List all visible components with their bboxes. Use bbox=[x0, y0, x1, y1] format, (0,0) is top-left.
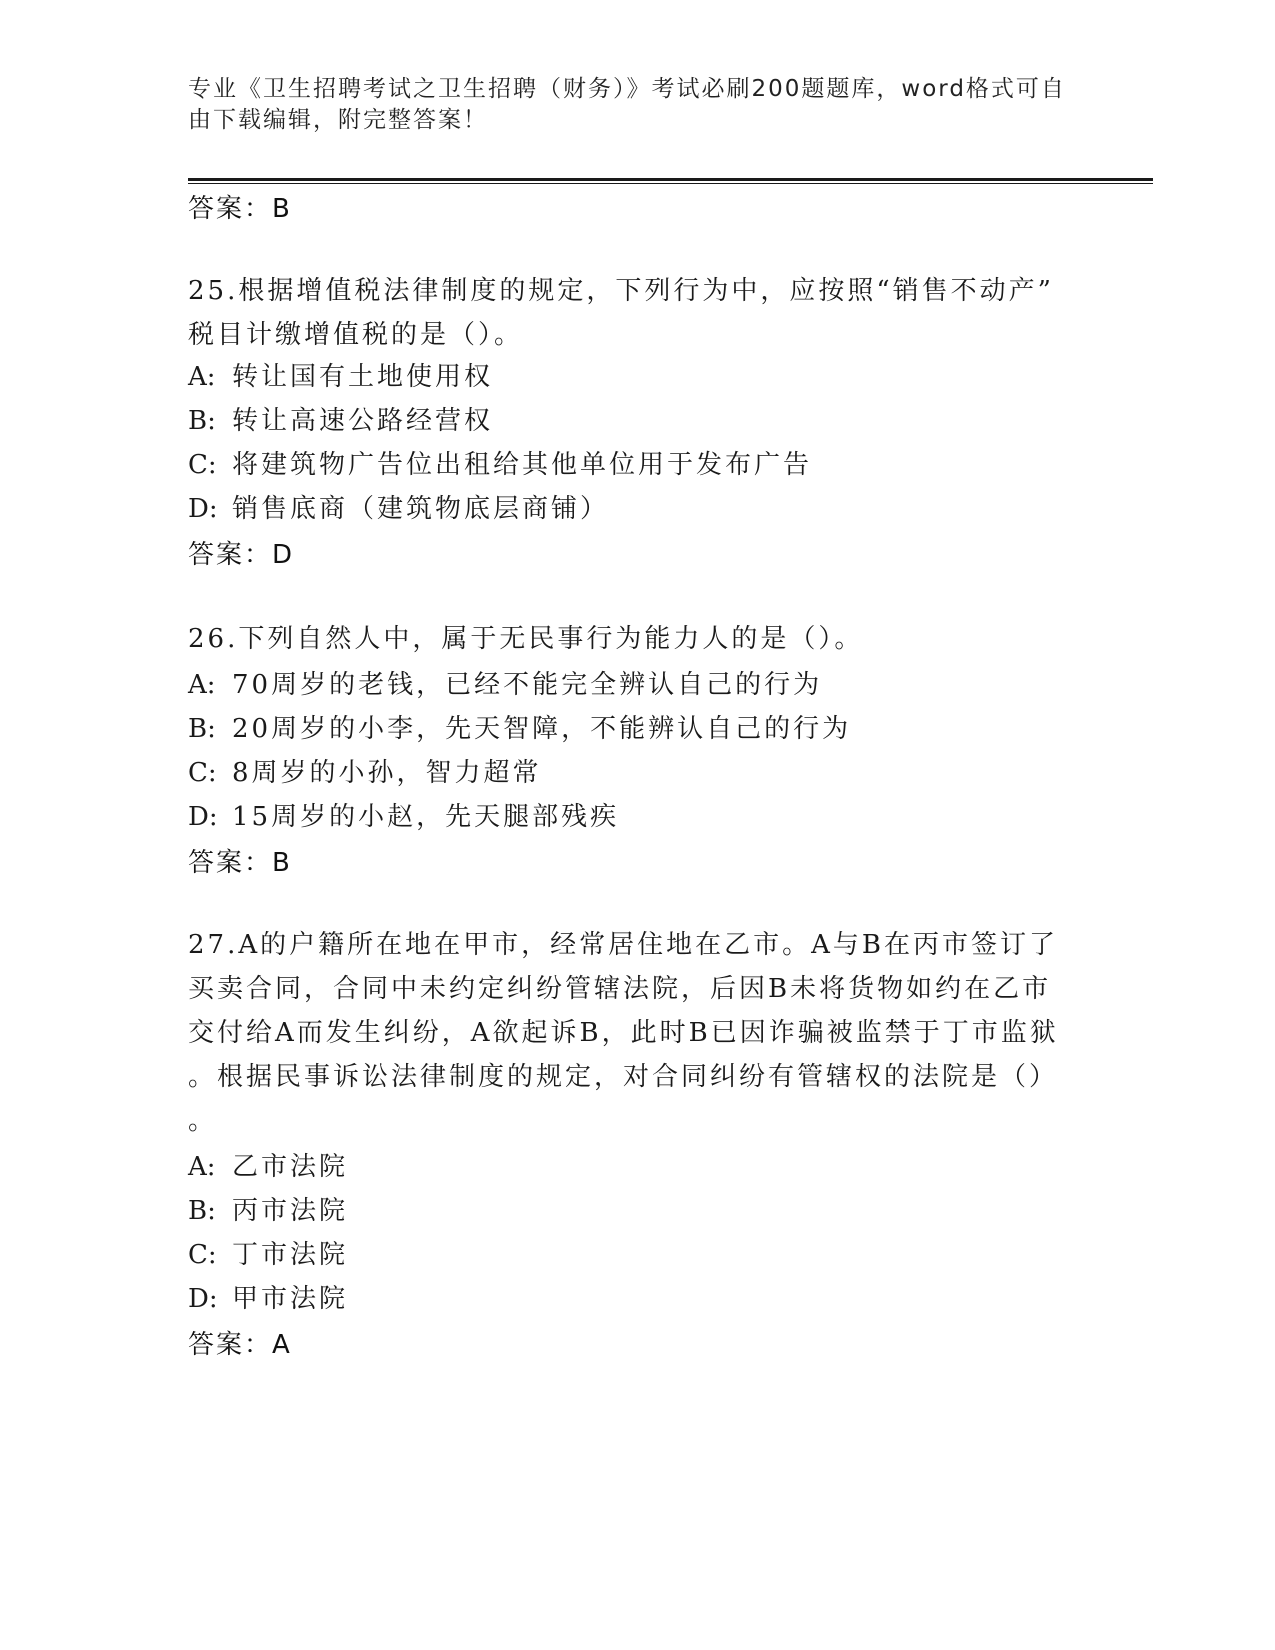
question-26-option-c bbox=[188, 756, 542, 790]
option-letter: D: bbox=[188, 1284, 218, 1314]
question-25-option-a bbox=[188, 360, 493, 394]
option-text: 转让高速公路经营权 bbox=[232, 406, 494, 436]
header-divider-thick bbox=[188, 178, 1153, 181]
question-27-line-2: 买卖合同，合同中未约定纠纷管辖法院，后因B未将货物如约在乙市 bbox=[188, 974, 1052, 1004]
question-27-option-a bbox=[188, 1150, 348, 1184]
answer-25: 答案：D bbox=[188, 540, 295, 570]
option-text: 转让国有土地使用权 bbox=[232, 362, 494, 392]
option-letter: D: bbox=[188, 494, 218, 524]
question-26-option-b bbox=[188, 712, 851, 746]
question-27-option-d bbox=[188, 1282, 348, 1316]
answer-26: 答案：B bbox=[188, 848, 292, 878]
option-text: 70周岁的老钱，已经不能完全辨认自己的行为 bbox=[232, 670, 823, 700]
option-text: 15周岁的小赵，先天腿部残疾 bbox=[232, 802, 620, 832]
option-text: 8周岁的小孙，智力超常 bbox=[232, 758, 542, 788]
question-27-line-5: 。 bbox=[188, 1106, 218, 1136]
question-25-option-d bbox=[188, 492, 609, 526]
question-25-option-c bbox=[188, 448, 812, 482]
header-line-1: 专业《卫生招聘考试之卫生招聘（财务）》考试必刷200题题库，word格式可自 bbox=[188, 76, 1066, 102]
option-text: 丙市法院 bbox=[232, 1196, 349, 1226]
option-letter: D: bbox=[188, 802, 218, 832]
option-letter: B: bbox=[188, 406, 216, 436]
answer-27: 答案：A bbox=[188, 1330, 292, 1360]
option-letter: A: bbox=[188, 670, 216, 700]
question-27-option-c bbox=[188, 1238, 348, 1272]
header-line-2: 由下载编辑，附完整答案！ bbox=[188, 107, 488, 133]
question-25-line-1: 25.根据增值税法律制度的规定，下列行为中，应按照“销售不动产” bbox=[188, 276, 1054, 306]
option-letter: A: bbox=[188, 362, 216, 392]
answer-24: 答案：B bbox=[188, 194, 292, 224]
option-letter: C: bbox=[188, 450, 217, 480]
question-25-option-b bbox=[188, 404, 493, 438]
question-27-line-3: 交付给A而发生纠纷，A欲起诉B，此时B已因诈骗被监禁于丁市监狱 bbox=[188, 1018, 1059, 1048]
question-26-option-d bbox=[188, 800, 619, 834]
option-letter: A: bbox=[188, 1152, 216, 1182]
question-27-line-4: 。根据民事诉讼法律制度的规定，对合同纠纷有管辖权的法院是（） bbox=[188, 1062, 1059, 1092]
option-text: 将建筑物广告位出租给其他单位用于发布广告 bbox=[232, 450, 813, 480]
question-27-line-1: 27.A的户籍所在地在甲市，经常居住地在乙市。A与B在丙市签订了 bbox=[188, 930, 1059, 960]
option-letter: B: bbox=[188, 1196, 216, 1226]
question-26-line-1: 26.下列自然人中，属于无民事行为能力人的是（）。 bbox=[188, 624, 864, 654]
option-text: 丁市法院 bbox=[232, 1240, 349, 1270]
document-header bbox=[188, 74, 1088, 136]
option-text: 乙市法院 bbox=[232, 1152, 349, 1182]
question-25-line-2: 税目计缴增值税的是（）。 bbox=[188, 320, 524, 350]
question-26-option-a bbox=[188, 668, 822, 702]
option-letter: C: bbox=[188, 1240, 217, 1270]
option-text: 20周岁的小李，先天智障，不能辨认自己的行为 bbox=[232, 714, 852, 744]
option-letter: B: bbox=[188, 714, 216, 744]
option-letter: C: bbox=[188, 758, 217, 788]
option-text: 销售底商（建筑物底层商铺） bbox=[232, 494, 610, 524]
header-divider-thin bbox=[188, 183, 1153, 184]
question-27-option-b bbox=[188, 1194, 348, 1228]
option-text: 甲市法院 bbox=[232, 1284, 349, 1314]
